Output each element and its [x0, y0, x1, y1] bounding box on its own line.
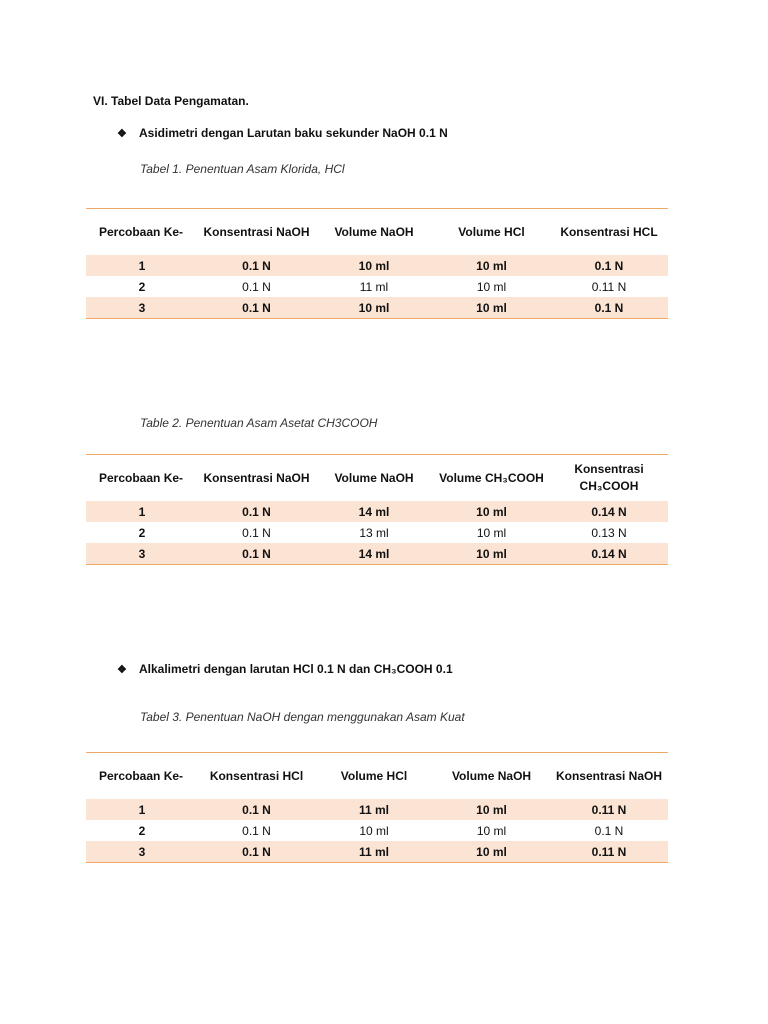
table-cell: 2 — [138, 823, 146, 838]
table2 — [86, 454, 668, 565]
table-cell: 10 ml — [433, 501, 550, 522]
table-cell: 10 ml — [315, 255, 433, 276]
table-cell: 0.1 N — [198, 255, 315, 276]
table-row — [86, 501, 668, 522]
table-cell: 0.14 N — [550, 543, 668, 565]
table-cell: 3 — [86, 841, 198, 863]
table2-header-cell: Volume CH₃COOH — [439, 470, 544, 485]
table-cell: 10 ml — [359, 823, 389, 838]
table3-header-cell: Volume HCl — [340, 768, 408, 783]
table-cell: 10 ml — [476, 279, 507, 294]
table-cell: 0.1 N — [198, 501, 315, 522]
table-cell: 2 — [138, 525, 146, 540]
table-cell: 0.11 N — [550, 799, 668, 820]
table-cell: 10 ml — [476, 525, 507, 540]
table1-header-cell: Konsentrasi NaOH — [203, 224, 310, 239]
table-row — [86, 841, 668, 863]
table1-header-cell: Volume HCl — [458, 224, 525, 239]
diamond-bullet-icon: ❖ — [117, 127, 127, 140]
table1-caption: Tabel 1. Penentuan Asam Klorida, HCl — [140, 162, 345, 176]
table-cell: 0.1 N — [550, 255, 668, 276]
table1 — [86, 208, 668, 319]
table-cell: 10 ml — [433, 543, 550, 565]
table-cell: 11 ml — [315, 799, 433, 820]
table-cell: 0.11 N — [591, 279, 627, 294]
table1-header-cell: Volume NaOH — [334, 224, 414, 239]
table-cell: 10 ml — [433, 841, 550, 863]
table2-header-cell: Percobaan Ke- — [99, 470, 184, 485]
table-cell: 0.1 N — [242, 525, 271, 540]
table-cell: 3 — [86, 543, 198, 565]
table-cell: 10 ml — [476, 823, 507, 838]
table-row — [86, 522, 668, 543]
table-row — [86, 543, 668, 565]
table2-header-cell: Konsentrasi CH₃COOH — [574, 462, 644, 493]
table1-header-cell: Percobaan Ke- — [99, 224, 184, 239]
table-cell: 0.1 N — [198, 543, 315, 565]
table-cell: 13 ml — [359, 525, 389, 540]
bullet-asidimetri-text: Asidimetri dengan Larutan baku sekunder NaOH 0.1 N — [139, 126, 448, 140]
table3-header-cell: Percobaan Ke- — [99, 768, 184, 783]
section-heading: VI. Tabel Data Pengamatan. — [93, 94, 249, 108]
table-cell: 0.1 N — [198, 799, 315, 820]
table-cell: 1 — [86, 501, 198, 522]
table-cell: 10 ml — [315, 297, 433, 319]
table-cell: 0.1 N — [594, 823, 624, 838]
table-cell: 11 ml — [315, 841, 433, 863]
table-row — [86, 820, 668, 841]
table-cell: 10 ml — [433, 799, 550, 820]
table-cell: 1 — [86, 799, 198, 820]
table2-header-row — [86, 455, 668, 502]
table2-caption: Table 2. Penentuan Asam Asetat CH3COOH — [140, 416, 378, 430]
table3-header-cell: Konsentrasi HCl — [209, 768, 304, 783]
diamond-bullet-icon: ❖ — [117, 663, 127, 676]
table-cell: 3 — [86, 297, 198, 319]
table-cell: 0.1 N — [198, 297, 315, 319]
table2-header-cell: Volume NaOH — [334, 470, 414, 485]
table-cell: 0.1 N — [242, 823, 271, 838]
table-cell: 2 — [138, 279, 146, 294]
table-cell: 0.1 N — [550, 297, 668, 319]
table-cell: 10 ml — [433, 297, 550, 319]
table-cell: 0.13 N — [591, 525, 627, 540]
table3-header-row — [86, 753, 668, 800]
table-cell: 0.1 N — [198, 841, 315, 863]
bullet-alkalimetri-text: Alkalimetri dengan larutan HCl 0.1 N dan CH₃COOH 0.1 — [139, 662, 453, 676]
table-cell: 14 ml — [315, 501, 433, 522]
table1-header-row — [86, 209, 668, 256]
table-cell: 0.11 N — [550, 841, 668, 863]
table3-caption: Tabel 3. Penentuan NaOH dengan menggunakan Asam Kuat — [140, 710, 465, 724]
table-row — [86, 276, 668, 297]
table-cell: 0.1 N — [242, 279, 271, 294]
table-row — [86, 297, 668, 319]
table-cell: 10 ml — [433, 255, 550, 276]
table-cell: 1 — [86, 255, 198, 276]
table3-header-cell: Volume NaOH — [451, 768, 532, 783]
table1-header-cell: Konsentrasi HCL — [560, 224, 658, 239]
table-cell: 11 ml — [359, 279, 389, 294]
table-row — [86, 255, 668, 276]
table3 — [86, 752, 668, 863]
bullet-alkalimetri — [117, 662, 453, 676]
table2-header-cell: Konsentrasi NaOH — [203, 470, 310, 485]
table-row — [86, 799, 668, 820]
table-cell: 14 ml — [315, 543, 433, 565]
table-cell: 0.14 N — [550, 501, 668, 522]
table3-header-cell: Konsentrasi NaOH — [555, 768, 663, 783]
bullet-asidimetri — [117, 126, 448, 140]
